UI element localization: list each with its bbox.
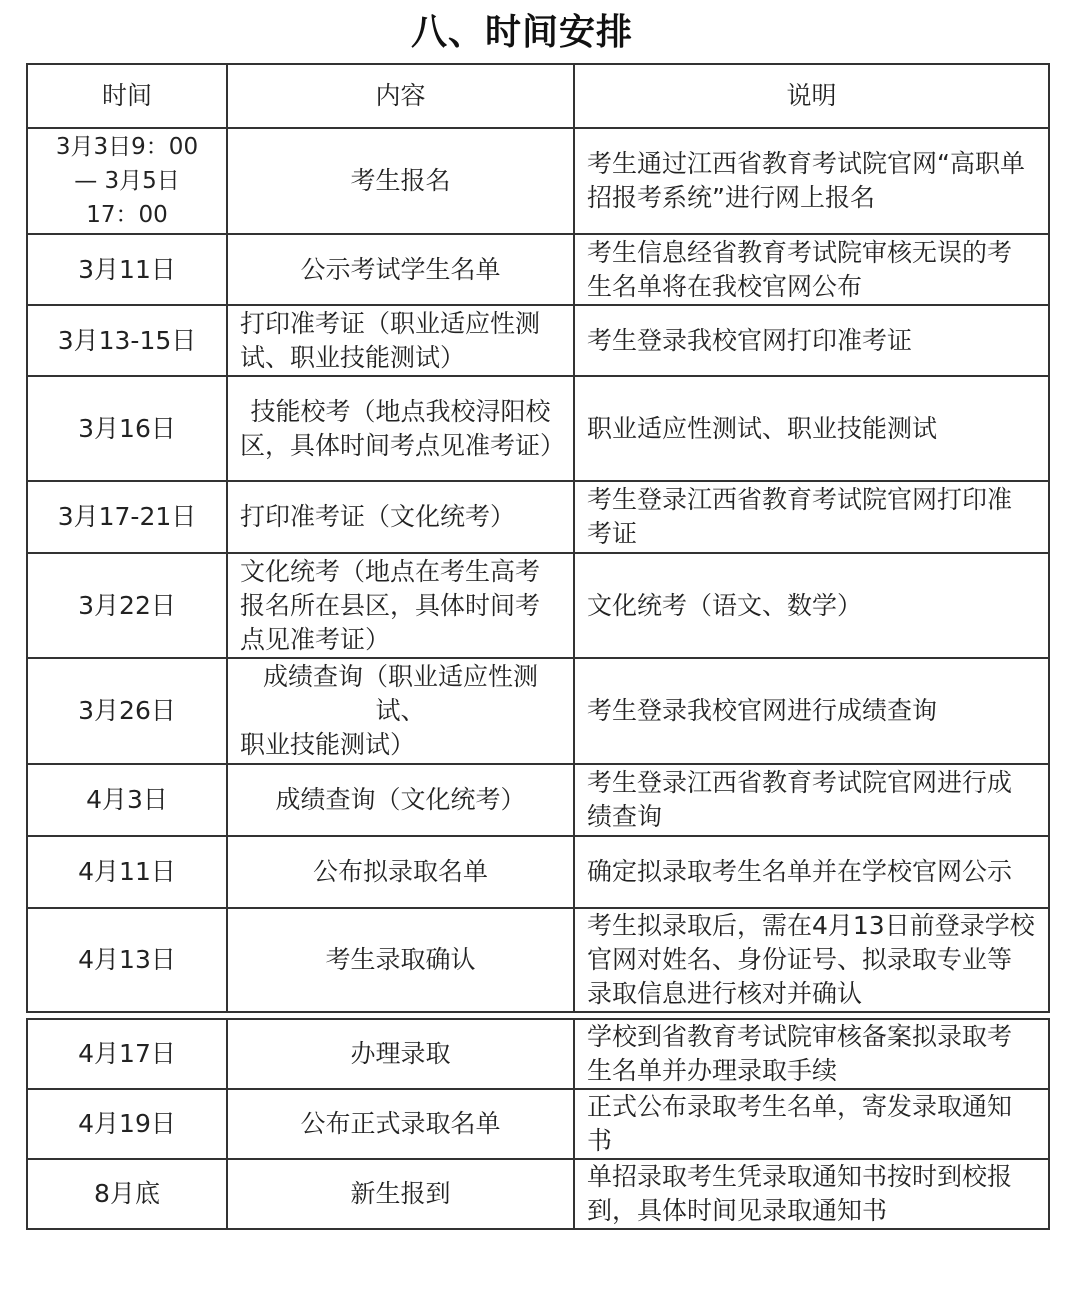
- table-row: [27, 305, 1049, 376]
- note-cell: 单招录取考生凭录取通知书按时到校报到，具体时间见录取通知书: [574, 1159, 1049, 1229]
- content-cell: 技能校考（地点我校浔阳校区，具体时间考点见准考证）: [227, 376, 574, 481]
- note-cell: 考生登录江西省教育考试院官网进行成绩查询: [574, 764, 1049, 836]
- time-line: 17：00: [86, 202, 168, 228]
- note-cell: 文化统考（语文、数学）: [574, 553, 1049, 658]
- time-cell: 4月19日: [27, 1089, 227, 1159]
- time-cell: [27, 128, 227, 234]
- time-cell: 3月17-21日: [27, 481, 227, 553]
- content-cell: 公示考试学生名单: [227, 234, 574, 305]
- content-cell: 打印准考证（文化统考）: [227, 481, 574, 553]
- table-row: [27, 481, 1049, 553]
- content-cell: 考生录取确认: [227, 908, 574, 1012]
- table-row: [27, 128, 1049, 234]
- note-cell: 职业适应性测试、职业技能测试: [574, 376, 1049, 481]
- note-cell: 考生登录江西省教育考试院官网打印准考证: [574, 481, 1049, 553]
- table-row: [27, 658, 1049, 764]
- time-cell: 3月11日: [27, 234, 227, 305]
- note-cell: 考生登录我校官网打印准考证: [574, 305, 1049, 376]
- content-line: 成绩查询（职业适应性测: [262, 662, 538, 691]
- note-cell: 考生登录我校官网进行成绩查询: [574, 658, 1049, 764]
- content-cell: 公布拟录取名单: [227, 836, 574, 908]
- note-cell: 确定拟录取考生名单并在学校官网公示: [574, 836, 1049, 908]
- content-line: 职业技能测试）: [240, 730, 416, 759]
- note-cell: 考生拟录取后，需在4月13日前登录学校官网对姓名、身份证号、拟录取专业等录取信息进行核对并确认: [574, 908, 1049, 1012]
- header-note: 说明: [574, 64, 1049, 128]
- time-line: — 3月5日: [74, 168, 180, 194]
- content-line: 试、: [375, 696, 426, 725]
- table-row: [27, 764, 1049, 836]
- content-cell: 文化统考（地点在考生高考报名所在县区，具体时间考点见准考证）: [227, 553, 574, 658]
- note-cell: 学校到省教育考试院审核备案拟录取考生名单并办理录取手续: [574, 1019, 1049, 1089]
- note-cell: 考生通过江西省教育考试院官网“高职单招报考系统”进行网上报名: [574, 128, 1049, 234]
- time-line: 3月3日9：00: [55, 134, 199, 160]
- time-cell: 4月13日: [27, 908, 227, 1012]
- content-cell: 打印准考证（职业适应性测试、职业技能测试）: [227, 305, 574, 376]
- content-cell: 办理录取: [227, 1019, 574, 1089]
- content-cell: 新生报到: [227, 1159, 574, 1229]
- time-cell: 8月底: [27, 1159, 227, 1229]
- time-cell: 3月16日: [27, 376, 227, 481]
- table-row: [27, 234, 1049, 305]
- time-cell: 4月3日: [27, 764, 227, 836]
- table-row: [27, 553, 1049, 658]
- content-cell: [227, 658, 574, 764]
- table-row: [27, 836, 1049, 908]
- note-cell: 考生信息经省教育考试院审核无误的考生名单将在我校官网公布: [574, 234, 1049, 305]
- table-header-row: [27, 64, 1049, 128]
- time-cell: 4月11日: [27, 836, 227, 908]
- note-cell: 正式公布录取考生名单，寄发录取通知书: [574, 1089, 1049, 1159]
- content-cell: 成绩查询（文化统考）: [227, 764, 574, 836]
- time-cell: 3月13-15日: [27, 305, 227, 376]
- table-row: [27, 1019, 1049, 1089]
- time-cell: 3月22日: [27, 553, 227, 658]
- table-row: [27, 1089, 1049, 1159]
- schedule-table: [26, 63, 1050, 1013]
- header-time: 时间: [27, 64, 227, 128]
- table-row: [27, 376, 1049, 481]
- time-cell: 4月17日: [27, 1019, 227, 1089]
- header-content: 内容: [227, 64, 574, 128]
- table-row: [27, 1159, 1049, 1229]
- content-cell: 公布正式录取名单: [227, 1089, 574, 1159]
- time-cell: 3月26日: [27, 658, 227, 764]
- schedule-table-continued: [26, 1018, 1050, 1230]
- table-row: [27, 908, 1049, 1012]
- section-title: 八、时间安排: [410, 12, 633, 53]
- content-cell: 考生报名: [227, 128, 574, 234]
